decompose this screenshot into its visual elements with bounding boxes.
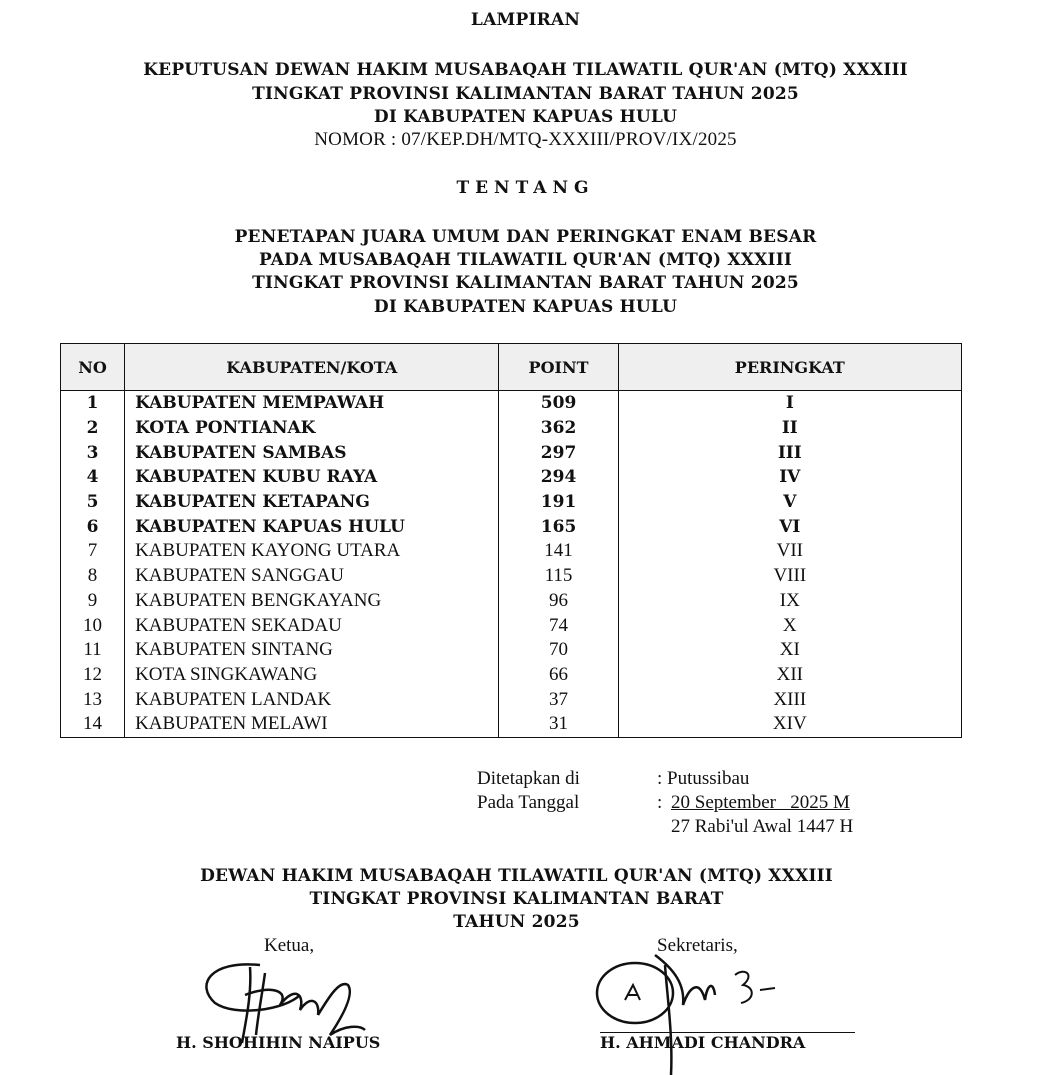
ketua-signature bbox=[190, 955, 390, 1045]
cell-point: 66 bbox=[499, 663, 618, 688]
cell-point: 96 bbox=[499, 589, 618, 614]
table-row bbox=[61, 465, 962, 490]
cell-rank: IX bbox=[618, 589, 961, 614]
cell-no: 3 bbox=[61, 440, 125, 465]
subject-line-3: TINGKAT PROVINSI KALIMANTAN BARAT TAHUN 2025 bbox=[252, 273, 799, 293]
keputusan-line-1: KEPUTUSAN DEWAN HAKIM MUSABAQAH TILAWATIL QUR'AN (MTQ) XXXIII bbox=[143, 60, 908, 80]
cell-rank: X bbox=[618, 613, 961, 638]
cell-no: 8 bbox=[61, 564, 125, 589]
cell-no: 4 bbox=[61, 465, 125, 490]
sekretaris-signature bbox=[595, 945, 855, 1075]
nomor-line: NOMOR : 07/KEP.DH/MTQ-XXXIII/PROV/IX/2025 bbox=[314, 129, 737, 150]
cell-no: 11 bbox=[61, 638, 125, 663]
table-row bbox=[61, 490, 962, 515]
table-row bbox=[61, 514, 962, 539]
cell-point: 294 bbox=[499, 465, 618, 490]
cell-name: KABUPATEN MELAWI bbox=[125, 712, 499, 737]
tanggal-label: Pada Tanggal bbox=[477, 792, 580, 813]
subject-line-1: PENETAPAN JUARA UMUM DAN PERINGKAT ENAM BESAR bbox=[234, 227, 817, 247]
ketua-title: Ketua, bbox=[264, 935, 315, 956]
cell-name: KABUPATEN KETAPANG bbox=[125, 490, 499, 515]
cell-no: 9 bbox=[61, 589, 125, 614]
table-row bbox=[61, 539, 962, 564]
cell-name: KABUPATEN MEMPAWAH bbox=[125, 391, 499, 416]
subject-line-2: PADA MUSABAQAH TILAWATIL QUR'AN (MTQ) XXXIII bbox=[259, 250, 792, 270]
cell-name: KABUPATEN KAPUAS HULU bbox=[125, 514, 499, 539]
cell-no: 1 bbox=[61, 391, 125, 416]
cell-point: 509 bbox=[499, 391, 618, 416]
cell-rank: VII bbox=[618, 539, 961, 564]
cell-name: KOTA PONTIANAK bbox=[125, 416, 499, 441]
cell-no: 6 bbox=[61, 514, 125, 539]
cell-name: KABUPATEN BENGKAYANG bbox=[125, 589, 499, 614]
cell-point: 31 bbox=[499, 712, 618, 737]
cell-no: 7 bbox=[61, 539, 125, 564]
table-header-row bbox=[61, 344, 962, 391]
cell-no: 14 bbox=[61, 712, 125, 737]
header-point: POINT bbox=[499, 344, 618, 391]
council-line-1: DEWAN HAKIM MUSABAQAH TILAWATIL QUR'AN (MTQ) XXXIII bbox=[200, 866, 833, 886]
tanggal-colon: : bbox=[657, 792, 663, 813]
cell-name: KOTA SINGKAWANG bbox=[125, 663, 499, 688]
table-row bbox=[61, 638, 962, 663]
cell-point: 115 bbox=[499, 564, 618, 589]
cell-rank: XII bbox=[618, 663, 961, 688]
header-kabupaten: KABUPATEN/KOTA bbox=[125, 344, 499, 391]
cell-no: 12 bbox=[61, 663, 125, 688]
cell-point: 70 bbox=[499, 638, 618, 663]
council-line-3: TAHUN 2025 bbox=[453, 912, 580, 932]
table-row bbox=[61, 712, 962, 737]
cell-rank: II bbox=[618, 416, 961, 441]
ditetapkan-label: Ditetapkan di bbox=[477, 768, 580, 789]
cell-name: KABUPATEN SEKADAU bbox=[125, 613, 499, 638]
cell-point: 74 bbox=[499, 613, 618, 638]
ranking-table-body bbox=[61, 391, 962, 738]
cell-no: 5 bbox=[61, 490, 125, 515]
cell-rank: VI bbox=[618, 514, 961, 539]
cell-name: KABUPATEN SANGGAU bbox=[125, 564, 499, 589]
table-row bbox=[61, 564, 962, 589]
cell-rank: XI bbox=[618, 638, 961, 663]
keputusan-line-3: DI KABUPATEN KAPUAS HULU bbox=[373, 107, 678, 127]
cell-point: 362 bbox=[499, 416, 618, 441]
cell-point: 191 bbox=[499, 490, 618, 515]
tanggal-value: 20 September 2025 M bbox=[671, 792, 850, 813]
cell-point: 37 bbox=[499, 687, 618, 712]
cell-name: KABUPATEN KUBU RAYA bbox=[125, 465, 499, 490]
cell-rank: XIII bbox=[618, 687, 961, 712]
sekretaris-name: H. AHMADI CHANDRA bbox=[600, 1033, 806, 1052]
sekretaris-title: Sekretaris, bbox=[657, 935, 738, 956]
cell-no: 10 bbox=[61, 613, 125, 638]
subject-line-4: DI KABUPATEN KAPUAS HULU bbox=[373, 297, 678, 317]
table-row bbox=[61, 663, 962, 688]
cell-name: KABUPATEN KAYONG UTARA bbox=[125, 539, 499, 564]
keputusan-line-2: TINGKAT PROVINSI KALIMANTAN BARAT TAHUN 2025 bbox=[252, 84, 799, 104]
ditetapkan-value: : Putussibau bbox=[657, 768, 750, 789]
sekretaris-name-rule bbox=[600, 1032, 855, 1033]
table-row bbox=[61, 440, 962, 465]
cell-no: 2 bbox=[61, 416, 125, 441]
cell-point: 165 bbox=[499, 514, 618, 539]
cell-rank: IV bbox=[618, 465, 961, 490]
ranking-table bbox=[60, 343, 962, 738]
cell-no: 13 bbox=[61, 687, 125, 712]
table-row bbox=[61, 391, 962, 416]
cell-point: 297 bbox=[499, 440, 618, 465]
cell-name: KABUPATEN SAMBAS bbox=[125, 440, 499, 465]
council-line-2: TINGKAT PROVINSI KALIMANTAN BARAT bbox=[309, 889, 724, 909]
cell-rank: XIV bbox=[618, 712, 961, 737]
table-row bbox=[61, 416, 962, 441]
cell-name: KABUPATEN LANDAK bbox=[125, 687, 499, 712]
cell-rank: V bbox=[618, 490, 961, 515]
tentang-heading: TENTANG bbox=[456, 178, 595, 198]
cell-rank: III bbox=[618, 440, 961, 465]
ketua-name: H. SHOHIHIN NAIPUS bbox=[176, 1033, 381, 1052]
cell-point: 141 bbox=[499, 539, 618, 564]
lampiran-heading: LAMPIRAN bbox=[470, 10, 581, 30]
table-row bbox=[61, 613, 962, 638]
cell-rank: I bbox=[618, 391, 961, 416]
hijri-date: 27 Rabi'ul Awal 1447 H bbox=[671, 816, 854, 837]
cell-rank: VIII bbox=[618, 564, 961, 589]
cell-name: KABUPATEN SINTANG bbox=[125, 638, 499, 663]
table-row bbox=[61, 687, 962, 712]
header-no: NO bbox=[61, 344, 125, 391]
header-peringkat: PERINGKAT bbox=[618, 344, 961, 391]
table-row bbox=[61, 589, 962, 614]
